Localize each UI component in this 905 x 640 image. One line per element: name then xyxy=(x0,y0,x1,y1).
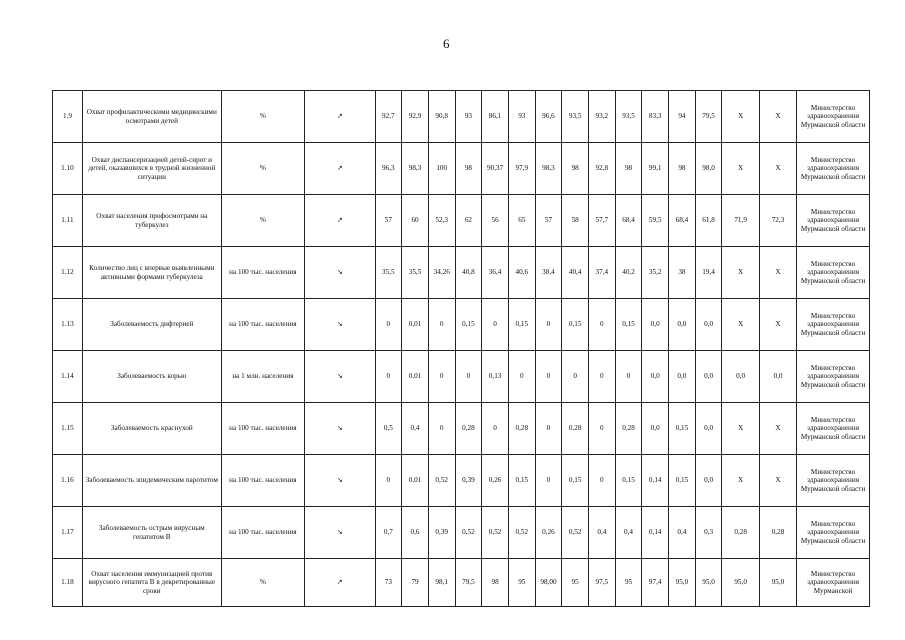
value-cell: 0,15 xyxy=(455,299,482,351)
value-cell: 0,13 xyxy=(482,351,509,403)
value-cell: 79,5 xyxy=(695,91,722,143)
table-row xyxy=(53,507,870,559)
value-cell: 0,0 xyxy=(722,351,759,403)
value-cell: 35,5 xyxy=(402,247,429,299)
value-cell: 38,4 xyxy=(535,247,562,299)
value-cell: 0 xyxy=(508,351,535,403)
unit-cell: на 100 тыс. населения xyxy=(221,247,304,299)
row-number-cell: 1.9 xyxy=(53,91,83,143)
trend-arrow-icon: ↗ xyxy=(305,91,375,143)
value-cell: 0 xyxy=(589,299,616,351)
value-cell: 95,0 xyxy=(669,559,696,607)
value-cell: 98,0 xyxy=(695,143,722,195)
value-cell: 0,0 xyxy=(669,299,696,351)
value-cell: 0,28 xyxy=(562,403,589,455)
value-cell: X xyxy=(722,143,759,195)
value-cell: 0 xyxy=(535,403,562,455)
responsible-org-cell: Министерство здравоохранения Мурманской области xyxy=(797,195,870,247)
value-cell: X xyxy=(759,143,796,195)
value-cell: 0 xyxy=(535,299,562,351)
indicator-name-cell: Охват населения профосмотрами на туберкулез xyxy=(82,195,221,247)
value-cell: 79 xyxy=(402,559,429,607)
value-cell: 36,4 xyxy=(482,247,509,299)
value-cell: 0 xyxy=(482,403,509,455)
unit-cell: на 100 тыс. населения xyxy=(221,507,304,559)
value-cell: 0,0 xyxy=(695,299,722,351)
value-cell: 0,28 xyxy=(722,507,759,559)
value-cell: 35,5 xyxy=(375,247,402,299)
trend-arrow-icon: ↘ xyxy=(305,299,375,351)
value-cell: 52,3 xyxy=(428,195,455,247)
value-cell: 0 xyxy=(428,403,455,455)
value-cell: 0,52 xyxy=(482,507,509,559)
unit-cell: % xyxy=(221,91,304,143)
trend-arrow-icon: ↗ xyxy=(305,143,375,195)
value-cell: 0,15 xyxy=(669,455,696,507)
value-cell: 57,7 xyxy=(589,195,616,247)
indicators-table xyxy=(52,90,870,607)
value-cell: 40,4 xyxy=(562,247,589,299)
value-cell: 0,4 xyxy=(669,507,696,559)
value-cell: 0,26 xyxy=(535,507,562,559)
row-number-cell: 1.12 xyxy=(53,247,83,299)
value-cell: 98,3 xyxy=(402,143,429,195)
value-cell: 0,7 xyxy=(375,507,402,559)
table-row xyxy=(53,559,870,607)
value-cell: 93,5 xyxy=(562,91,589,143)
value-cell: 0,28 xyxy=(455,403,482,455)
value-cell: 96,3 xyxy=(375,143,402,195)
value-cell: 0 xyxy=(428,299,455,351)
responsible-org-cell: Министерство здравоохранения Мурманской области xyxy=(797,143,870,195)
value-cell: 96,6 xyxy=(535,91,562,143)
value-cell: X xyxy=(722,455,759,507)
trend-arrow-icon: ↘ xyxy=(305,455,375,507)
value-cell: 35,2 xyxy=(642,247,669,299)
page-number: 6 xyxy=(443,36,450,51)
table-row xyxy=(53,143,870,195)
value-cell: 0,4 xyxy=(402,403,429,455)
indicator-name-cell: Заболеваемость острым вирусным гепатитом В xyxy=(82,507,221,559)
value-cell: 0,15 xyxy=(508,299,535,351)
table-row xyxy=(53,195,870,247)
row-number-cell: 1.16 xyxy=(53,455,83,507)
trend-arrow-icon: ↗ xyxy=(305,195,375,247)
value-cell: 71,9 xyxy=(722,195,759,247)
responsible-org-cell: Министерство здравоохранения Мурманской области xyxy=(797,247,870,299)
value-cell: 94 xyxy=(669,91,696,143)
responsible-org-cell: Министерство здравоохранения Мурманской области xyxy=(797,299,870,351)
value-cell: X xyxy=(759,299,796,351)
value-cell: 68,4 xyxy=(615,195,642,247)
value-cell: 0 xyxy=(375,299,402,351)
responsible-org-cell: Министерство здравоохранения Мурманской области xyxy=(797,403,870,455)
value-cell: 0,15 xyxy=(669,403,696,455)
value-cell: 0 xyxy=(375,455,402,507)
responsible-org-cell: Министерство здравоохранения Мурманской области xyxy=(797,351,870,403)
value-cell: 37,4 xyxy=(589,247,616,299)
value-cell: 98 xyxy=(562,143,589,195)
indicator-name-cell: Заболеваемость дифтерией xyxy=(82,299,221,351)
value-cell: X xyxy=(759,403,796,455)
value-cell: 73 xyxy=(375,559,402,607)
unit-cell: % xyxy=(221,195,304,247)
trend-arrow-icon: ↘ xyxy=(305,507,375,559)
value-cell: 0,01 xyxy=(402,455,429,507)
value-cell: 90,8 xyxy=(428,91,455,143)
value-cell: 0,6 xyxy=(402,507,429,559)
value-cell: 0,0 xyxy=(695,403,722,455)
value-cell: 0 xyxy=(589,351,616,403)
table-row xyxy=(53,247,870,299)
row-number-cell: 1.10 xyxy=(53,143,83,195)
value-cell: 92,7 xyxy=(375,91,402,143)
indicator-name-cell: Количество лиц с впервые выявленными активными формами туберкулеза xyxy=(82,247,221,299)
value-cell: 0,52 xyxy=(455,507,482,559)
value-cell: 0,14 xyxy=(642,455,669,507)
value-cell: 0 xyxy=(535,351,562,403)
indicator-name-cell: Охват диспансеризацией детей-сирот и детей, оказавшихся в трудной жизненной ситуации xyxy=(82,143,221,195)
value-cell: 93 xyxy=(508,91,535,143)
value-cell: 0,39 xyxy=(455,455,482,507)
value-cell: 0,15 xyxy=(508,455,535,507)
row-number-cell: 1.17 xyxy=(53,507,83,559)
trend-arrow-icon: ↘ xyxy=(305,403,375,455)
trend-arrow-icon: ↘ xyxy=(305,247,375,299)
value-cell: 59,5 xyxy=(642,195,669,247)
value-cell: 90,37 xyxy=(482,143,509,195)
value-cell: 0,28 xyxy=(615,403,642,455)
value-cell: 0,0 xyxy=(642,299,669,351)
value-cell: 0,0 xyxy=(695,455,722,507)
value-cell: 98,3 xyxy=(535,143,562,195)
value-cell: X xyxy=(759,455,796,507)
value-cell: X xyxy=(722,403,759,455)
unit-cell: % xyxy=(221,143,304,195)
value-cell: 99,1 xyxy=(642,143,669,195)
value-cell: 0,52 xyxy=(428,455,455,507)
value-cell: 0,39 xyxy=(428,507,455,559)
unit-cell: на 100 тыс. населения xyxy=(221,403,304,455)
value-cell: 93,5 xyxy=(615,91,642,143)
value-cell: 0,01 xyxy=(402,351,429,403)
indicator-name-cell: Охват населения иммунизацией против вирусного гепатита В в декретированные сроки xyxy=(82,559,221,607)
value-cell: 40,8 xyxy=(455,247,482,299)
value-cell: 98,00 xyxy=(535,559,562,607)
value-cell: 79,5 xyxy=(455,559,482,607)
value-cell: 0,26 xyxy=(482,455,509,507)
value-cell: 92,8 xyxy=(589,143,616,195)
value-cell: 56 xyxy=(482,195,509,247)
value-cell: 0,15 xyxy=(615,455,642,507)
value-cell: 0,5 xyxy=(375,403,402,455)
row-number-cell: 1.14 xyxy=(53,351,83,403)
value-cell: 0 xyxy=(562,351,589,403)
responsible-org-cell: Министерство здравоохранения Мурманской xyxy=(797,559,870,607)
value-cell: 57 xyxy=(375,195,402,247)
row-number-cell: 1.18 xyxy=(53,559,83,607)
table-row xyxy=(53,91,870,143)
unit-cell: на 100 тыс. населения xyxy=(221,299,304,351)
responsible-org-cell: Министерство здравоохранения Мурманской области xyxy=(797,91,870,143)
value-cell: 92,9 xyxy=(402,91,429,143)
row-number-cell: 1.13 xyxy=(53,299,83,351)
value-cell: 0,52 xyxy=(562,507,589,559)
value-cell: 38 xyxy=(669,247,696,299)
value-cell: 98,1 xyxy=(428,559,455,607)
value-cell: 95,0 xyxy=(722,559,759,607)
value-cell: 0,15 xyxy=(562,455,589,507)
trend-arrow-icon: ↗ xyxy=(305,559,375,607)
value-cell: 0,0 xyxy=(642,351,669,403)
table-row xyxy=(53,299,870,351)
value-cell: 61,8 xyxy=(695,195,722,247)
value-cell: 0,01 xyxy=(402,299,429,351)
table-row xyxy=(53,455,870,507)
value-cell: 97,9 xyxy=(508,143,535,195)
value-cell: 58 xyxy=(562,195,589,247)
value-cell: 0,28 xyxy=(508,403,535,455)
value-cell: 0,28 xyxy=(759,507,796,559)
row-number-cell: 1.11 xyxy=(53,195,83,247)
value-cell: 34,26 xyxy=(428,247,455,299)
value-cell: 0,0 xyxy=(642,403,669,455)
value-cell: 0 xyxy=(615,351,642,403)
value-cell: 0,52 xyxy=(508,507,535,559)
value-cell: 98 xyxy=(615,143,642,195)
value-cell: X xyxy=(722,91,759,143)
value-cell: 93 xyxy=(455,91,482,143)
indicator-name-cell: Заболеваемость эпидемическим паротитом xyxy=(82,455,221,507)
value-cell: 0,15 xyxy=(562,299,589,351)
value-cell: X xyxy=(722,247,759,299)
value-cell: 93,2 xyxy=(589,91,616,143)
value-cell: 98 xyxy=(482,559,509,607)
value-cell: 0 xyxy=(375,351,402,403)
value-cell: 0 xyxy=(589,403,616,455)
value-cell: 83,3 xyxy=(642,91,669,143)
value-cell: 0,15 xyxy=(615,299,642,351)
table-row xyxy=(53,403,870,455)
value-cell: 95,0 xyxy=(695,559,722,607)
row-number-cell: 1.15 xyxy=(53,403,83,455)
value-cell: 100 xyxy=(428,143,455,195)
value-cell: 72,3 xyxy=(759,195,796,247)
value-cell: 95 xyxy=(562,559,589,607)
value-cell: 95 xyxy=(508,559,535,607)
unit-cell: на 1 млн. населения xyxy=(221,351,304,403)
indicator-name-cell: Охват профилактическими медицинскими осмотрами детей xyxy=(82,91,221,143)
value-cell: 95,0 xyxy=(759,559,796,607)
value-cell: 40,2 xyxy=(615,247,642,299)
value-cell: 60 xyxy=(402,195,429,247)
indicator-name-cell: Заболеваемость краснухой xyxy=(82,403,221,455)
value-cell: 0 xyxy=(428,351,455,403)
trend-arrow-icon: ↘ xyxy=(305,351,375,403)
value-cell: 57 xyxy=(535,195,562,247)
value-cell: 0,4 xyxy=(615,507,642,559)
value-cell: 86,1 xyxy=(482,91,509,143)
value-cell: 65 xyxy=(508,195,535,247)
value-cell: 97,4 xyxy=(642,559,669,607)
value-cell: 0,0 xyxy=(695,351,722,403)
unit-cell: % xyxy=(221,559,304,607)
responsible-org-cell: Министерство здравоохранения Мурманской области xyxy=(797,455,870,507)
responsible-org-cell: Министерство здравоохранения Мурманской области xyxy=(797,507,870,559)
value-cell: 40,6 xyxy=(508,247,535,299)
value-cell: 0,4 xyxy=(589,507,616,559)
value-cell: 62 xyxy=(455,195,482,247)
value-cell: 98 xyxy=(669,143,696,195)
value-cell: 0,0 xyxy=(669,351,696,403)
value-cell: X xyxy=(722,299,759,351)
value-cell: X xyxy=(759,247,796,299)
value-cell: 0,3 xyxy=(695,507,722,559)
value-cell: 97,5 xyxy=(589,559,616,607)
value-cell: 0 xyxy=(482,299,509,351)
value-cell: 0 xyxy=(535,455,562,507)
value-cell: 19,4 xyxy=(695,247,722,299)
table-row xyxy=(53,351,870,403)
unit-cell: на 100 тыс. населения xyxy=(221,455,304,507)
value-cell: 98 xyxy=(455,143,482,195)
value-cell: 68,4 xyxy=(669,195,696,247)
value-cell: X xyxy=(759,91,796,143)
value-cell: 0 xyxy=(589,455,616,507)
value-cell: 0,0 xyxy=(759,351,796,403)
value-cell: 0,14 xyxy=(642,507,669,559)
indicator-name-cell: Заболеваемость корью xyxy=(82,351,221,403)
value-cell: 95 xyxy=(615,559,642,607)
value-cell: 0 xyxy=(455,351,482,403)
